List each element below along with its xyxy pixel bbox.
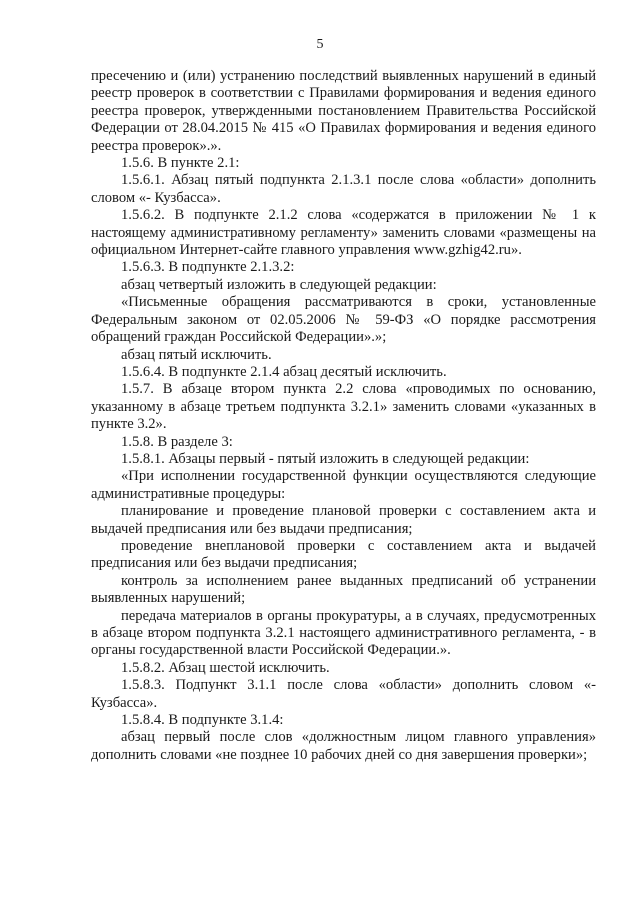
page-number: 5 [316, 37, 324, 52]
paragraph: контроль за исполнением ранее выданных предписаний об устранении выявленных нарушений; [91, 572, 596, 607]
paragraph: 1.5.7. В абзаце втором пункта 2.2 слова «проводимых по основанию, указанному в абзаце третьем подпункта 3.2.1» заменить словами «указанных в пункте 3.2». [91, 381, 596, 433]
paragraph: 1.5.8.1. Абзацы первый - пятый изложить в следующей редакции: [121, 450, 530, 467]
paragraph: 1.5.6.3. В подпункте 2.1.3.2: [121, 259, 295, 276]
paragraph: абзац первый после слов «должностным лицом главного управления» дополнить словами «не позднее 10 рабочих дней со дня завершения проверки»; [91, 729, 596, 763]
paragraph: передача материалов в органы прокуратуры, а в случаях, предусмотренных в абзаце втором подпункта 3.2.1 настоящего административного регламента, - в органы государственной власти Российской Федерации.». [91, 607, 596, 659]
paragraph: 1.5.6. В пункте 2.1: [121, 155, 240, 172]
document-body [91, 68, 596, 764]
paragraph: 1.5.6.1. Абзац пятый подпункта 2.1.3.1 после слова «области» дополнить словом «- Кузбасса». [91, 172, 596, 206]
paragraph: 1.5.8.3. Подпункт 3.1.1 после слова «области» дополнить словом «- Кузбасса». [91, 677, 596, 711]
paragraph: «При исполнении государственной функции осуществляются следующие административные процедуры: [91, 468, 596, 502]
paragraph: абзац четвертый изложить в следующей редакции: [121, 276, 437, 293]
paragraph: 1.5.6.2. В подпункте 2.1.2 слова «содержатся в приложении № 1 к настоящему административному регламенту» заменить словами «размещены на официальном Интернет-сайте главного управления www.gzhig42.ru». [91, 207, 596, 259]
paragraph: 1.5.6.4. В подпункте 2.1.4 абзац десятый исключить. [121, 363, 447, 380]
paragraph: пресечению и (или) устранению последствий выявленных нарушений в единый реестр проверок в соответствии с Правилами формирования и ведения единого реестра проверок, утвержденными постановлением Правительства Российской Федерации от 28.04.2015 № 415 «О Правилах формирования и ведения единого реестра проверок».». [91, 68, 596, 154]
paragraph: планирование и проведение плановой проверки с составлением акта и выдачей предписания или без выдачи предписания; [91, 503, 596, 537]
paragraph: 1.5.8. В разделе 3: [121, 433, 233, 450]
paragraph: абзац пятый исключить. [121, 346, 272, 363]
paragraph: проведение внеплановой проверки с составлением акта и выдачей предписания или без выдачи предписания; [91, 537, 596, 572]
paragraph: 1.5.8.4. В подпункте 3.1.4: [121, 712, 284, 729]
paragraph: 1.5.8.2. Абзац шестой исключить. [121, 659, 330, 676]
paragraph: «Письменные обращения рассматриваются в сроки, установленные Федеральным законом от 02.05.2006 № 59-ФЗ «О порядке рассмотрения обращений граждан Российской Федерации».»; [91, 294, 596, 346]
